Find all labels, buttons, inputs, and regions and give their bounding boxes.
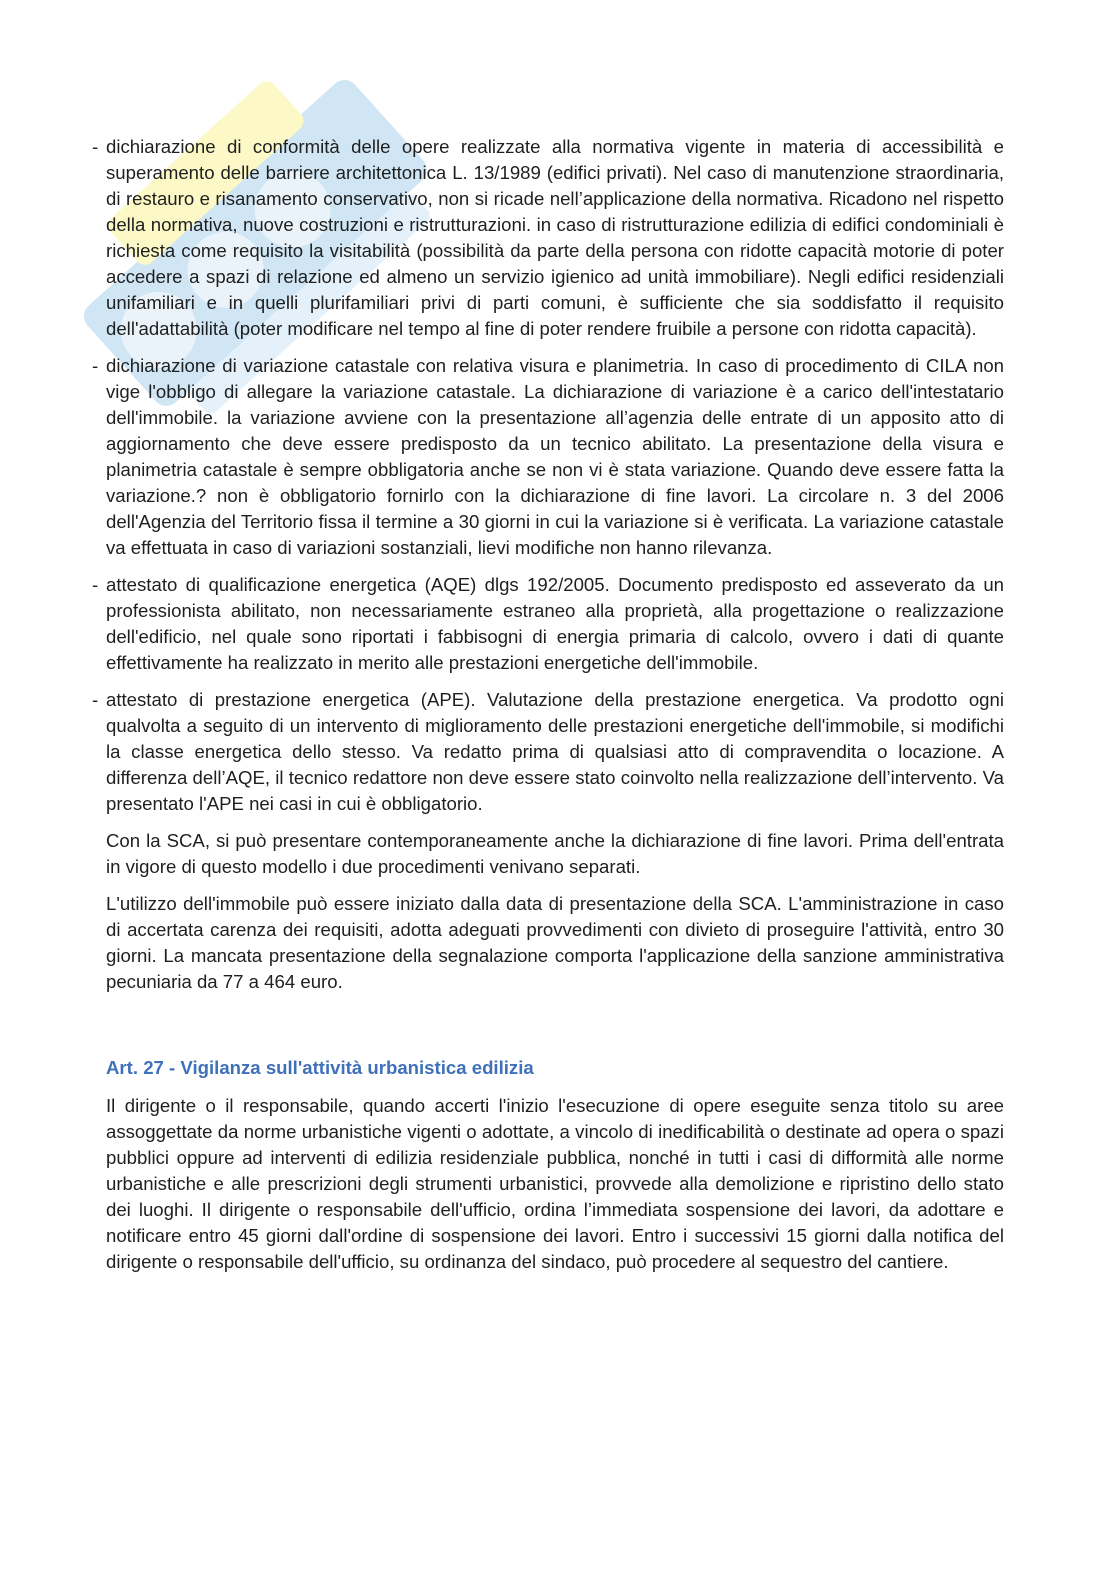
paragraph-sca-fine-lavori: Con la SCA, si può presentare contemporaneamente anche la dichiarazione di fine lavori. Prima dell'entrata in vigore di questo modello i due procedimenti venivano separati. xyxy=(106,830,1004,877)
list-item xyxy=(92,134,1004,342)
list-bullet: - xyxy=(92,689,99,710)
list-item xyxy=(92,572,1004,676)
list-bullet: - xyxy=(92,136,99,157)
list-item-text: attestato di prestazione energetica (APE). Valutazione della prestazione energetica. Va prodotto ogni qualvolta a seguito di un intervento di miglioramento delle prestazioni energetiche dell'immobile, si modifichi la classe energetica dello stesso. Va redatto prima di qualsiasi atto di compravendita o locazione. A differenza dell’AQE, il tecnico redattore non deve essere stato coinvolto nella realizzazione dell’intervento. Va presentato l'APE nei casi in cui è obbligatorio. xyxy=(106,689,1004,814)
section-body: Il dirigente o il responsabile, quando accerti l'inizio l'esecuzione di opere eseguite senza titolo su aree assoggettate da norme urbanistiche vigenti o adottate, a vincolo di inedificabilità o destinate ad opera o spazi pubblici oppure ad interventi di edilizia residenziale pubblica, nonché in tutti i casi di difformità alle norme urbanistiche e alle prescrizioni degli strumenti urbanistici, provvede alla demolizione e ripristino dello stato dei luoghi. Il dirigente o responsabile dell'ufficio, ordina l’immediata sospensione dei lavori, da adottare e notificare entro 45 giorni dall'ordine di sospensione dei lavori. Entro i successivi 15 giorni dalla notifica del dirigente o responsabile dell'ufficio, su ordinanza del sindaco, può procedere al sequestro del cantiere. xyxy=(106,1095,1004,1272)
list-item-text: attestato di qualificazione energetica (AQE) dlgs 192/2005. Documento predisposto ed asseverato da un professionista abilitato, non necessariamente estraneo alla proprietà, alla progettazione o realizzazione dell'edificio, nel quale sono riportati i fabbisogni di energia primaria di calcolo, ovvero i dati di quante effettivamente ha realizzato in merito alle prestazioni energetiche dell'immobile. xyxy=(106,574,1004,673)
list-bullet: - xyxy=(92,574,99,595)
section-heading: Art. 27 - Vigilanza sull'attività urbanistica edilizia xyxy=(106,1057,534,1078)
list-bullet: - xyxy=(92,355,99,376)
list-item-text: dichiarazione di variazione catastale con relativa visura e planimetria. In caso di procedimento di CILA non vige l'obbligo di allegare la variazione catastale. La dichiarazione di variazione è a carico dell'intestatario dell'immobile. la variazione avviene con la presentazione all’agenzia delle entrate di un apposito atto di aggiornamento che deve essere predisposto da un tecnico abilitato. La presentazione della visura e planimetria catastale è sempre obbligatoria anche se non vi è stata variazione. Quando deve essere fatta la variazione.? non è obbligatorio fornirlo con la dichiarazione di fine lavori. La circolare n. 3 del 2006 dell'Agenzia del Territorio fissa il termine a 30 giorni in cui la variazione si è verificata. La variazione catastale va effettuata in caso di variazioni sostanziali, lievi modifiche non hanno rilevanza. xyxy=(106,355,1004,558)
list-item xyxy=(92,353,1004,561)
list-item-text: dichiarazione di conformità delle opere realizzate alla normativa vigente in materia di accessibilità e superamento delle barriere architettonica L. 13/1989 (edifici privati). Nel caso di manutenzione straordinaria, di restauro e risanamento conservativo, non si ricade nell’applicazione della normativa. Ricadono nel rispetto della normativa, nuove costruzioni e ristrutturazioni. in caso di ristrutturazione edilizia di edifici condominiali è richiesta come requisito la visitabilità (possibilità da parte della persona con ridotte capacità motorie di poter accedere a spazi di relazione ed almeno un servizio igienico ad unità immobiliare). Negli edifici residenziali unifamiliari e in quelli plurifamiliari privi di parti comuni, è sufficiente che sia soddisfatto il requisito dell'adattabilità (poter modificare nel tempo al fine di poter rendere fruibile a persone con ridotta capacità). xyxy=(106,136,1004,339)
document-page xyxy=(92,134,1004,1286)
list-item xyxy=(92,687,1004,817)
paragraph-utilizzo-immobile: L'utilizzo dell'immobile può essere iniziato dalla data di presentazione della SCA. L'amministrazione in caso di accertata carenza dei requisiti, adotta adeguati provvedimenti con divieto di proseguire l'attività, entro 30 giorni. La mancata presentazione della segnalazione comporta l'applicazione della sanzione amministrativa pecuniaria da 77 a 464 euro. xyxy=(106,893,1004,992)
